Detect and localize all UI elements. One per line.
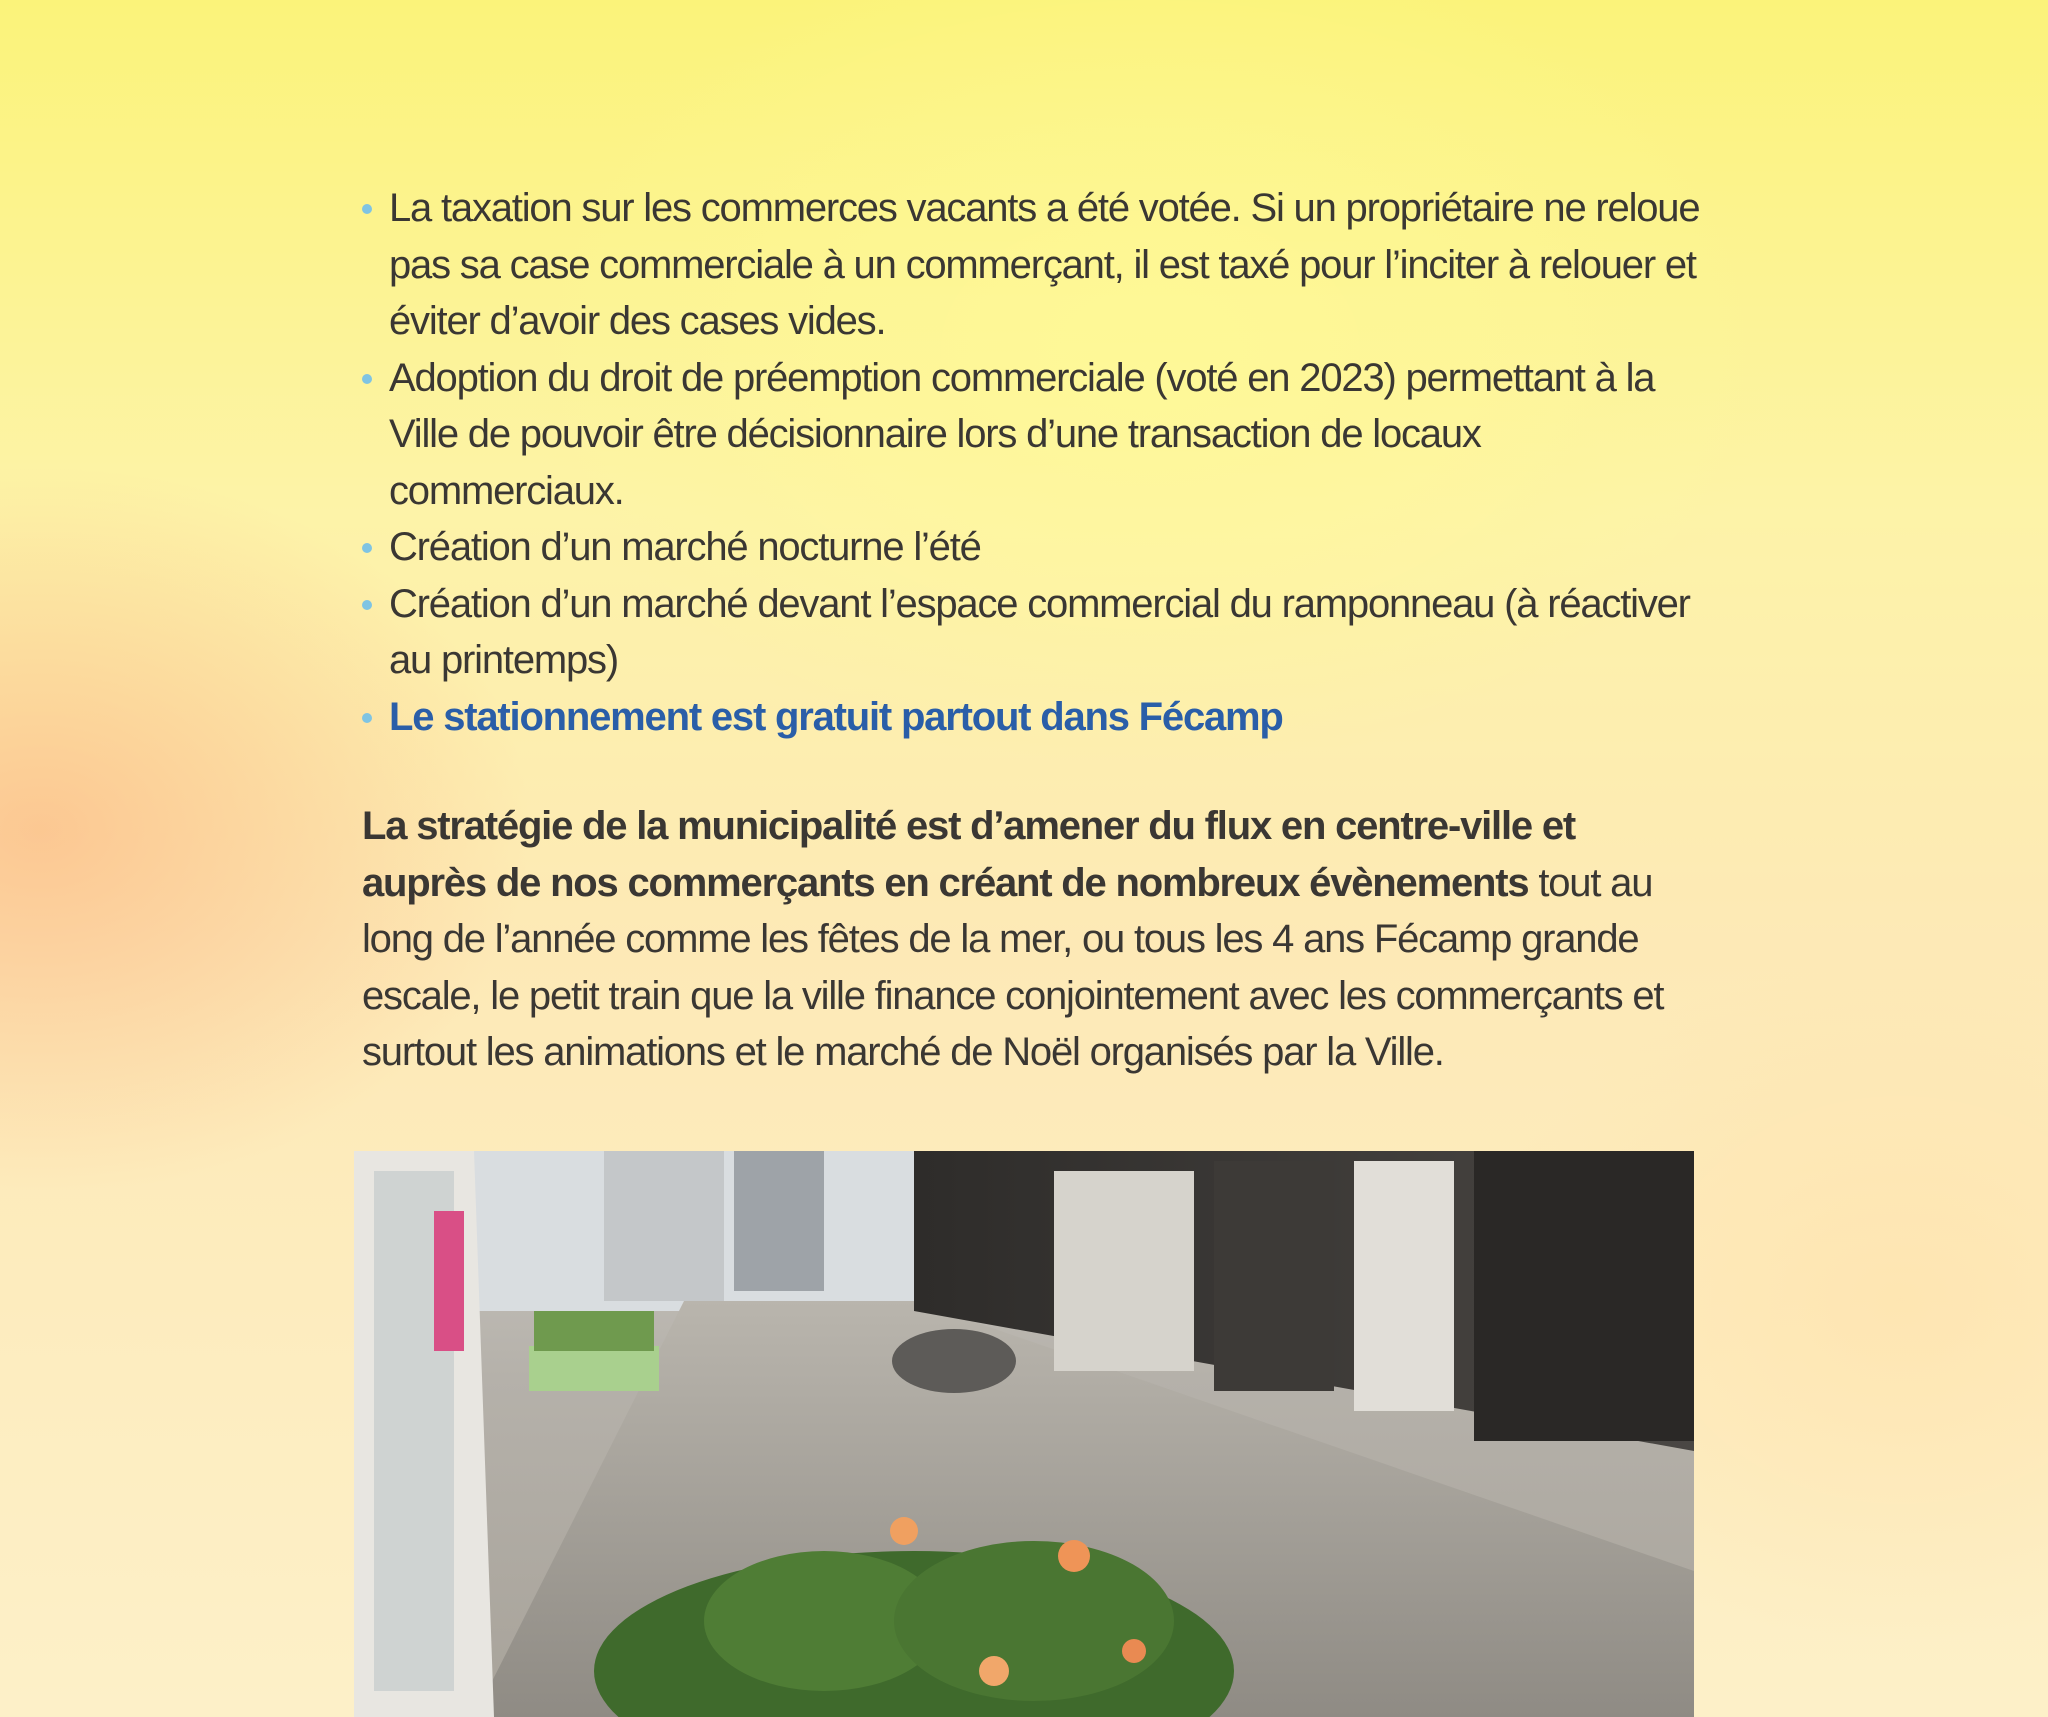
street-photo [354, 1151, 1694, 1717]
list-item [362, 519, 1704, 576]
strategy-paragraph [362, 798, 1704, 1081]
list-item [362, 576, 1704, 689]
list-item-text: Adoption du droit de préemption commerciale (voté en 2023) permettant à la Ville de pouvoir être décisionnaire lors d’une transaction de locaux commerciaux. [389, 355, 1655, 513]
list-item-text: Le stationnement est gratuit partout dans Fécamp [389, 694, 1283, 739]
list-item-text: Création d’un marché devant l’espace commercial du ramponneau (à réactiver au printemps) [389, 581, 1690, 682]
list-item [362, 350, 1704, 520]
list-item-text: La taxation sur les commerces vacants a été votée. Si un propriétaire ne reloue pas sa case commerciale à un commerçant, il est taxé pour l’inciter à relouer et éviter d’avoir des cases vides. [389, 186, 1700, 343]
bullet-icon [362, 543, 372, 553]
bullet-icon [362, 374, 372, 384]
measures-list [362, 180, 1704, 745]
bullet-icon [362, 713, 372, 723]
spacer [362, 745, 1704, 798]
strategy-lead: La stratégie de la municipalité est d’amener du flux en centre-ville et auprès de nos commerçants en créant de nombreux évènements [362, 804, 1575, 905]
strategy-rest: tout au long de l’année comme les fêtes de la mer, ou tous les 4 ans Fécamp grande escale, le petit train que la ville finance conjointement avec les commerçants et surtout les animations et le marché de Noël organisés par la Ville. [362, 860, 1664, 1074]
bullet-icon [362, 204, 372, 214]
list-item-highlight [362, 689, 1704, 746]
list-item [362, 180, 1704, 350]
article-body [362, 180, 1704, 1081]
bullet-icon [362, 600, 372, 610]
list-item-text: Création d’un marché nocturne l’été [389, 525, 981, 569]
